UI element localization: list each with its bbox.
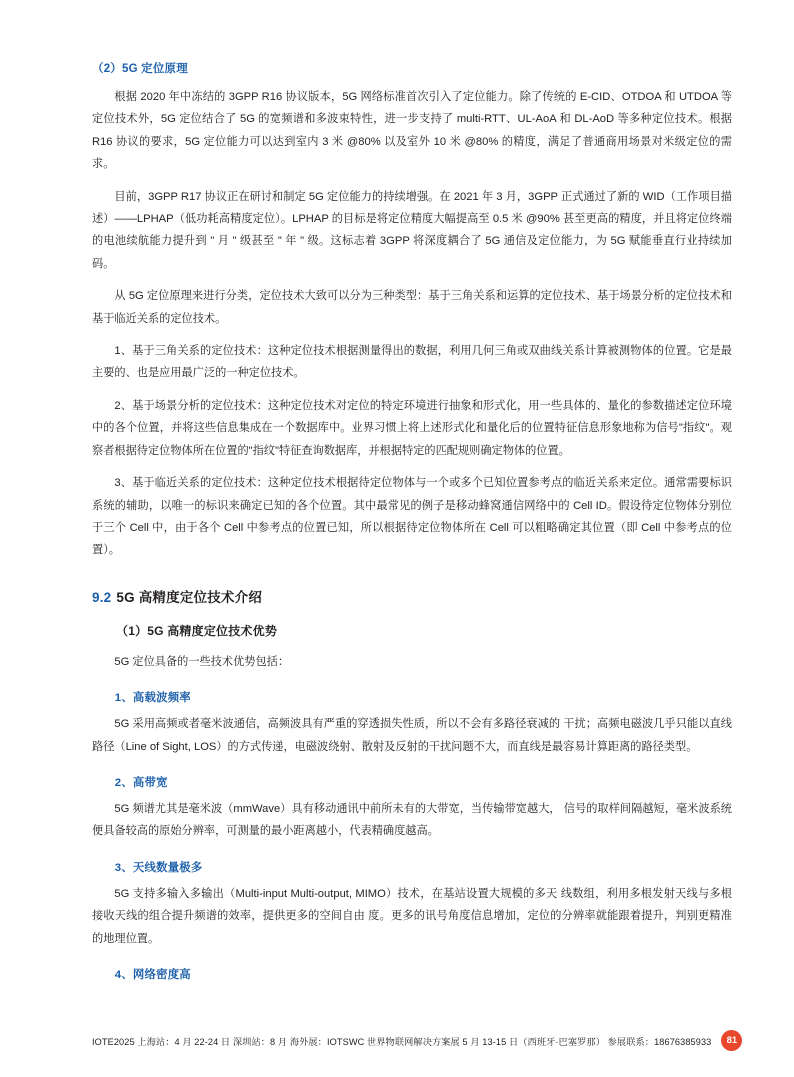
paragraph-triangulation: 1、基于三角关系的定位技术：这种定位技术根据测量得出的数据，利用几何三角或双曲线关系计算被测物体的位置。它是最主要的、也是应用最广泛的一种定位技术。 xyxy=(92,345,732,380)
paragraph-proximity: 3、基于临近关系的定位技术：这种定位技术根据待定位物体与一个或多个已知位置参考点的临近关系来定位。通常需要标识系统的辅助，以唯一的标识来确定已知的各个位置。其中最常见的例子是移动蜂窝通信网络中的 Cell ID。假设待定位物体分别位于三个 Cell 中，由于各个 Cell 中参考点的位置已知，所以根据待定位物体所在 Cell 可以粗略确定其位置（即 Cell 中参考点的位置）。 xyxy=(92,477,732,557)
page-footer xyxy=(92,1030,738,1051)
advantage-heading-1: 1、高载波频率 xyxy=(114,692,191,705)
page-number-badge: 81 xyxy=(721,1030,742,1051)
paragraph-r17-lphap: 目前，3GPP R17 协议正在研讨和制定 5G 定位能力的持续增强。在 2021 年 3 月，3GPP 正式通过了新的 WID（工作项目描述）——LPHAP（低功耗高精度定位）。LPHAP 的目标是将定位精度大幅提高至 0.5 米 @90% 甚至更高的精度，并且将定位终端的电池续航能力提升到 " 月 " 级甚至 " 年 " 级。这标志着 3GPP 将深度耦合了 5G 通信及定位能力，为 5G 赋能垂直行业持续加码。 xyxy=(92,190,732,270)
advantage-body-1: 5G 采用高频或者毫米波通信，高频波具有严重的穿透损失性质，所以不会有多路径衰减的 干扰；高频电磁波几乎只能以直线路径（Line of Sight, LOS）的方式传递，电磁波绕射、散射及反射的干扰问题不大，而直线是最容易计算距离的路径类型。 xyxy=(92,718,732,753)
major-section-heading xyxy=(92,586,732,606)
major-section-number: 9.2 xyxy=(92,589,112,605)
advantage-body-2: 5G 频谱尤其是毫米波（mmWave）具有移动通讯中前所未有的大带宽，当传输带宽越大， 信号的取样间隔越短，毫米波系统便具备较高的原始分辨率，可测量的最小距离越小，代表精确度越高。 xyxy=(92,802,732,838)
subsection-heading-advantages: （1）5G 高精度定位技术优势 xyxy=(116,623,278,638)
advantage-heading-3: 3、天线数量极多 xyxy=(114,861,203,874)
footer-event-info: IOTE2025 上海站：4 月 22-24 日 深圳站：8 月 海外展：IOTSWC 世界物联网解决方案展 5 月 13-15 日（西班牙·巴塞罗那） 参展联系：18676385933 xyxy=(92,1036,712,1047)
page-content xyxy=(92,60,732,982)
paragraph-scene-analysis: 2、基于场景分析的定位技术：这种定位技术对定位的特定环境进行抽象和形式化，用一些具体的、量化的参数描述定位环境中的各个位置，并将这些信息集成在一个数据库中。业界习惯上将上述形式化和量化后的位置特征信息形象地称为信号"指纹"。观察者根据待定位物体所在位置的"指纹"特征查询数据库，并根据特定的匹配规则确定物体的位置。 xyxy=(92,399,732,457)
advantage-body-3: 5G 支持多输入多输出（Multi-input Multi-output, MIMO）技术，在基站设置大规模的多天 线数组，利用多根发射天线与多根接收天线的组合提升频谱的效率，提供更多的空间自由 度。更多的讯号角度信息增加，定位的分辨率就能跟着提升，判别更精准的地理位置。 xyxy=(92,887,732,945)
paragraph-r16-overview: 根据 2020 年中冻结的 3GPP R16 协议版本，5G 网络标准首次引入了定位能力。除了传统的 E-CID、OTDOA 和 UTDOA 等定位技术外，5G 定位结合了 5G 的宽频谱和多波束特性，进一步支持了 multi-RTT、UL-AoA 和 DL-AoD 等多种定位技术。根据 R16 协议的要求，5G 定位能力可以达到室内 3 米 @80% 以及室外 10 米 @80% 的精度，满足了普通商用场景对米级定位的需求。 xyxy=(92,91,732,171)
advantage-heading-4: 4、网络密度高 xyxy=(114,968,191,981)
paragraph-classification: 从 5G 定位原理来进行分类，定位技术大致可以分为三种类型：基于三角关系和运算的定位技术、基于场景分析的定位技术和基于临近关系的定位技术。 xyxy=(92,290,732,325)
section-heading-5g-positioning-principle: （2）5G 定位原理 xyxy=(92,63,188,75)
paragraph-advantages-intro: 5G 定位具备的一些技术优势包括： xyxy=(114,655,290,668)
major-section-title: 5G 高精度定位技术介绍 xyxy=(116,589,263,605)
advantage-heading-2: 2、高带宽 xyxy=(114,776,168,789)
